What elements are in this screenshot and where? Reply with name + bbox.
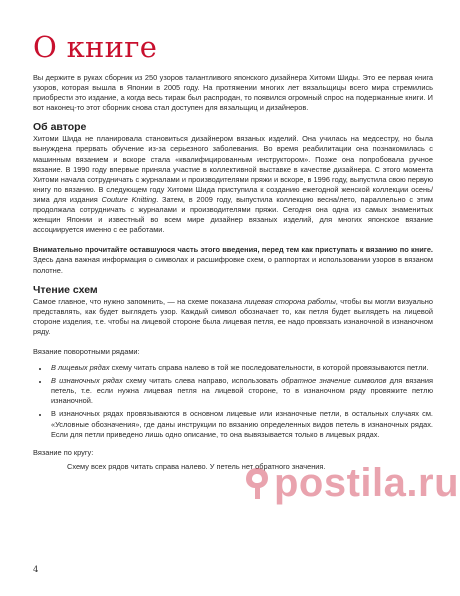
reading-paragraph (33, 297, 433, 337)
notice-text: Здесь дана важная информация о символах и расшифровке схем, о раппортах и использовании узоров в вязаном полотне. (33, 255, 433, 275)
reading-heading: Чтение схем (33, 283, 98, 296)
author-paragraph (33, 134, 433, 235)
bullet-2-text-1: схему читать слева направо, использовать (122, 376, 282, 386)
reading-text-2: , чтобы вы могли визуально представлять, как будет выглядеть узор. Каждый символ обозначает то, как петля будет выглядеть на лицевой стороне изделия, т.е. чтобы на лицевой стороне была лицевая петля, ее надо провязать изнаночной в изнаночном ряду. (33, 296, 433, 336)
turning-rows-list (33, 363, 433, 440)
notice-bold: Внимательно прочитайте оставшуюся часть этого введения, перед тем как приступать к вязанию по книге. (33, 245, 433, 255)
list-item (49, 409, 433, 439)
bullet-1-text: схему читать справа налево в той же последовательности, в которой провязываются петли. (109, 363, 429, 373)
bullet-1-italic: В лицевых рядах (51, 363, 110, 373)
document-page (33, 30, 433, 472)
list-item (49, 376, 433, 406)
page-title: О книге (33, 30, 158, 64)
turning-rows-label: Вязание поворотными рядами: (33, 346, 140, 356)
page-number: 4 (33, 565, 39, 575)
author-text-2: . Затем, в 2009 году, выпустила коллекцию весна/лето, параллельно с этим продолжала сотрудничать с журналами и производителями пряжи. Сегодня она одна из самых знаменитых женщин Японии и известный во всем мире дизайнер вязаных изделий, для многих японское вязание ассоциируется именно с ее работами. (33, 194, 434, 235)
round-knitting-text: Схему всех рядов читать справа налево. У петель нет обратного значения. (67, 461, 326, 471)
bullet-2-italic: В изнаночных рядах (51, 376, 123, 386)
reading-text-1: Самое главное, что нужно запомнить, — на схеме показана (33, 296, 245, 306)
author-text-1: Хитоми Шида не планировала становиться дизайнером вязаных изделий. Она училась на медсестру, но была вынуждена прервать обучение из-за серьезного заболевания. Во время реабилитации она познакомилась с машинным вязанием и вскоре стала «квалифицированным инструктором». Позже она попробовала ручное вязание. В 1990 году впервые приняла участие в коллективной выставке в качестве дизайнера. С этого момента Хитоми начала сотрудничать с журналами и производителями пряжи и вскоре, в 1996 году, выпустила свою первую книгу по вязанию. В следующем году Хитоми Шида приступила к созданию ежегодной женской коллекции осень/зима для издания (33, 134, 433, 204)
watermark-text: postila.ru (274, 461, 460, 505)
reading-italic: лицевая сторона работы (244, 296, 336, 306)
intro-paragraph: Вы держите в руках сборник из 250 узоров талантливого японского дизайнера Хитоми Шиды. Это ее первая книга узоров, которая вышла в Японии в 2005 году. На протяжении многих лет вязальщицы всего мира стремились приобрести это издание, а когда весь тираж был распродан, то появился огромный спрос на подержанные книги. И вот наконец-то этот сборник снова стал доступен для вязальщиц и дизайнеров. (33, 73, 433, 113)
bullet-2-text-2: для вязания петель, т.е. если нужна лицевая петля на лицевой стороне, то в изнаночном ряду провяжите петлю изнаночной. (51, 376, 434, 406)
bullet-2-italic-2: обратное значение символов (281, 376, 387, 386)
author-heading: Об авторе (33, 121, 87, 134)
list-item (49, 363, 433, 373)
couture-knitting-title: Couture Knitting (101, 194, 157, 204)
notice-paragraph (33, 245, 433, 275)
round-knitting-label: Вязание по кругу: (33, 447, 94, 457)
bullet-3-text: В изнаночных рядах провязываются в основном лицевые или изнаночные петли, в остальных случаях см. «Условные обозначения», где даны инструкции по вязанию определенных видов петель в изнаночных рядах. Если для петли приведено лишь одно описание, то она вывязывается только в лицевых рядах. (51, 409, 433, 439)
